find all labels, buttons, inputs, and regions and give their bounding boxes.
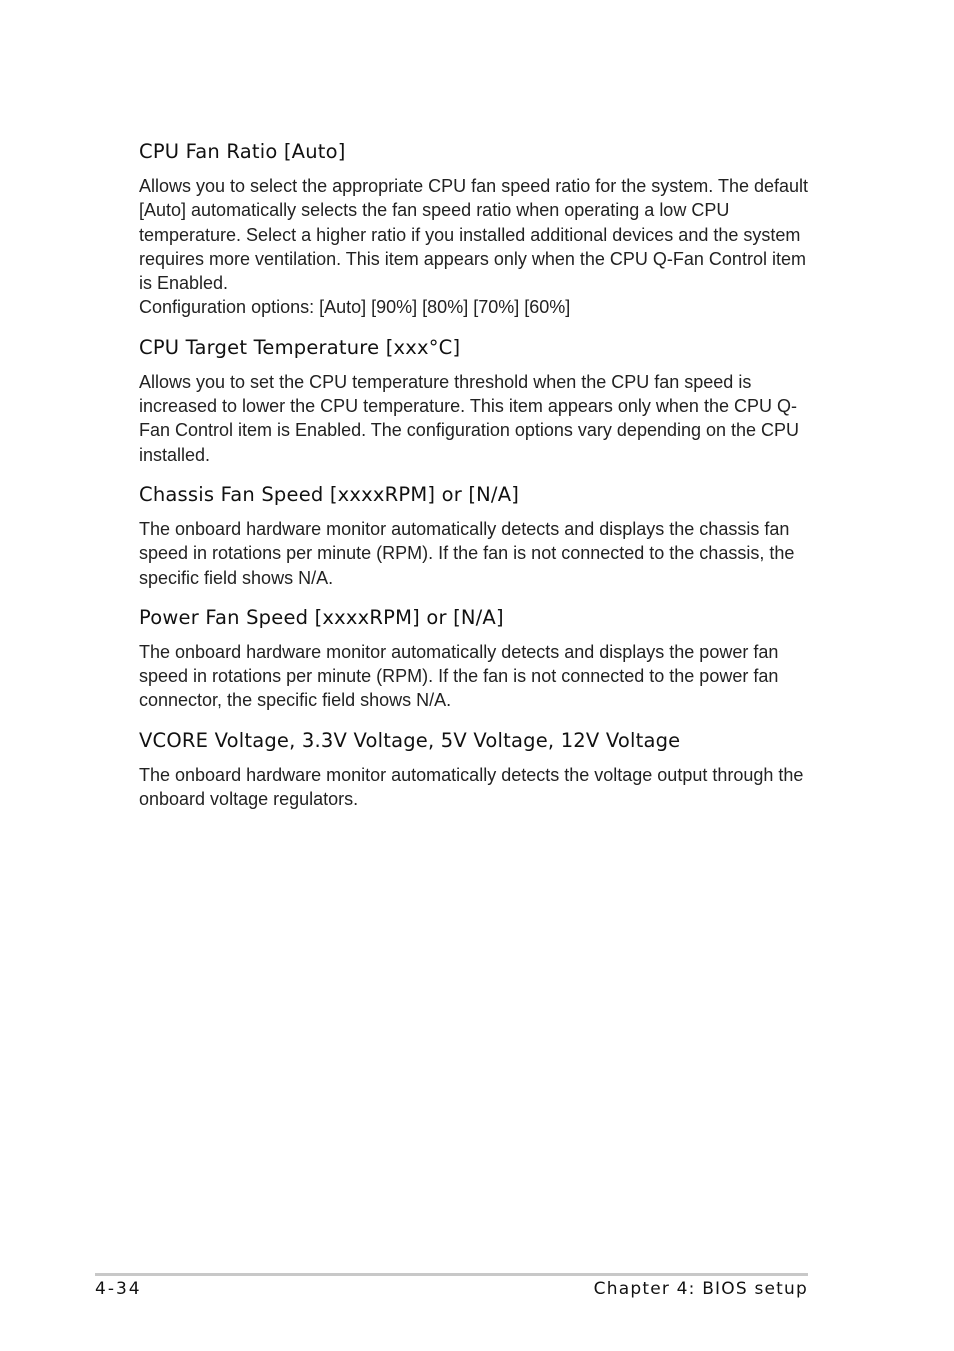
footer-divider: [95, 1273, 808, 1276]
section-body: Allows you to select the appropriate CPU fan speed ratio for the system. The default [Auto] automatically selects the fan speed ratio when operating a low CPU temperature. Select a higher ratio if you installed additional devices and the system requires more ventilation. This item appears only when the CPU Q-Fan Control item is Enabled.: [139, 176, 809, 294]
section-heading: CPU Fan Ratio [Auto]: [139, 140, 346, 163]
section-config-options: Configuration options: [Auto] [90%] [80%] [70%] [60%]: [139, 297, 571, 318]
section-heading: VCORE Voltage, 3.3V Voltage, 5V Voltage, 12V Voltage: [139, 728, 681, 752]
chapter-title: Chapter 4: BIOS setup: [593, 1279, 808, 1299]
section-body: The onboard hardware monitor automatically detects and displays the power fan speed in rotations per minute (RPM). If the fan is not connected to the power fan connector, the specific field shows N/A.: [139, 641, 779, 711]
section-cpu-fan-ratio: [139, 138, 814, 320]
section-chassis-fan-speed: [139, 481, 814, 590]
document-body: [139, 138, 814, 825]
section-body: Allows you to set the CPU temperature threshold when the CPU fan speed is increased to lower the CPU temperature. This item appears only when the CPU Q-Fan Control item is Enabled. The configuration options vary depending on the CPU installed.: [139, 371, 800, 465]
section-power-fan-speed: [139, 604, 814, 713]
section-cpu-target-temperature: [139, 334, 814, 467]
section-heading: Power Fan Speed [xxxxRPM] or [N/A]: [139, 605, 504, 629]
section-body: The onboard hardware monitor automatically detects and displays the chassis fan speed in rotations per minute (RPM). If the fan is not connected to the chassis, the specific field shows N/A.: [139, 518, 795, 588]
section-heading: Chassis Fan Speed [xxxxRPM] or [N/A]: [139, 482, 520, 506]
section-voltages: [139, 727, 814, 812]
section-body: The onboard hardware monitor automatically detects the voltage output through the onboard voltage regulators.: [139, 764, 804, 810]
page-number: 4-34: [95, 1279, 142, 1299]
section-heading: CPU Target Temperature [xxx°C]: [139, 335, 461, 359]
